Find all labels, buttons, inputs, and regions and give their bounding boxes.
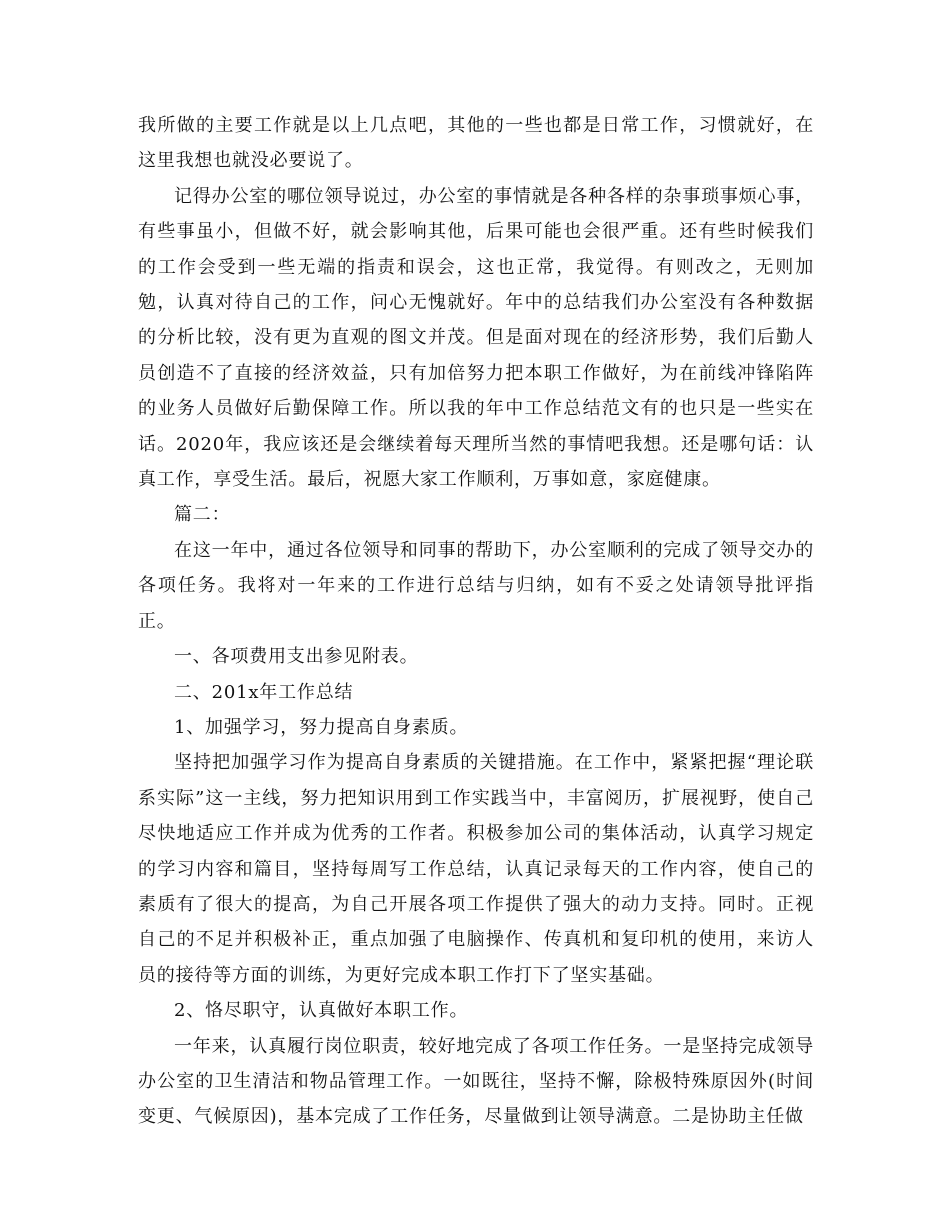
paragraph-study: 坚持把加强学习作为提高自身素质的关键措施。在工作中，紧紧把握“理论联系实际”这一主线，努力把知识用到工作实践当中，丰富阅历，扩展视野，使自己尽快地适应工作并成为优秀的工作者。积极参加公司的集体活动，认真学习规定的学习内容和篇目，坚持每周写工作总结，认真记录每天的工作内容，使自己的素质有了很大的提高，为自己开展各项工作提供了强大的动力支持。同时。正视自己的不足并积极补正，重点加强了电脑操作、传真机和复印机的使用，来访人员的接待等方面的训练，为更好完成本职工作打下了坚实基础。 <box>138 752 814 986</box>
heading-duty: 2、恪尽职守，认真做好本职工作。 <box>174 1000 469 1022</box>
document-page <box>138 108 814 1135</box>
paragraph-continuation: 我所做的主要工作就是以上几点吧，其他的一些也都是日常工作，习惯就好，在这里我想也就没必要说了。 <box>138 115 814 172</box>
paragraph-office-reflection: 记得办公室的哪位领导说过，办公室的事情就是各种各样的杂事琐事烦心事，有些事虽小，但做不好，就会影响其他，后果可能也会很严重。还有些时候我们的工作会受到一些无端的指责和误会，这也正常，我觉得。有则改之，无则加勉，认真对待自己的工作，问心无愧就好。年中的总结我们办公室没有各种数据的分析比较，没有更为直观的图文并茂。但是面对现在的经济形势，我们后勤人员创造不了直接的经济效益，只有加倍努力把本职工作做好，为在前线冲锋陷阵的业务人员做好后勤保障工作。所以我的年中工作总结范文有的也只是一些实在话。2020年，我应该还是会继续着每天理所当然的事情吧我想。还是哪句话：认真工作，享受生活。最后，祝愿大家工作顺利，万事如意，家庭健康。 <box>138 185 814 491</box>
heading-study: 1、加强学习，努力提高自身素质。 <box>174 716 469 738</box>
paragraph-intro: 在这一年中，通过各位领导和同事的帮助下，办公室顺利的完成了领导交办的各项任务。我将对一年来的工作进行总结与归纳，如有不妥之处请领导批评指正。 <box>138 539 814 632</box>
heading-expenses: 一、各项费用支出参见附表。 <box>174 646 419 668</box>
heading-work-summary: 二、201x年工作总结 <box>174 681 354 703</box>
paragraph-duty: 一年来，认真履行岗位职责，较好地完成了各项工作任务。一是坚持完成领导办公室的卫生清洁和物品管理工作。一如既往，坚持不懈，除极特殊原因外(时间变更、气候原因)，基本完成了工作任务，尽量做到让领导满意。二是协助主任做 <box>138 1035 814 1128</box>
section-heading-part-two: 篇二： <box>174 504 231 526</box>
